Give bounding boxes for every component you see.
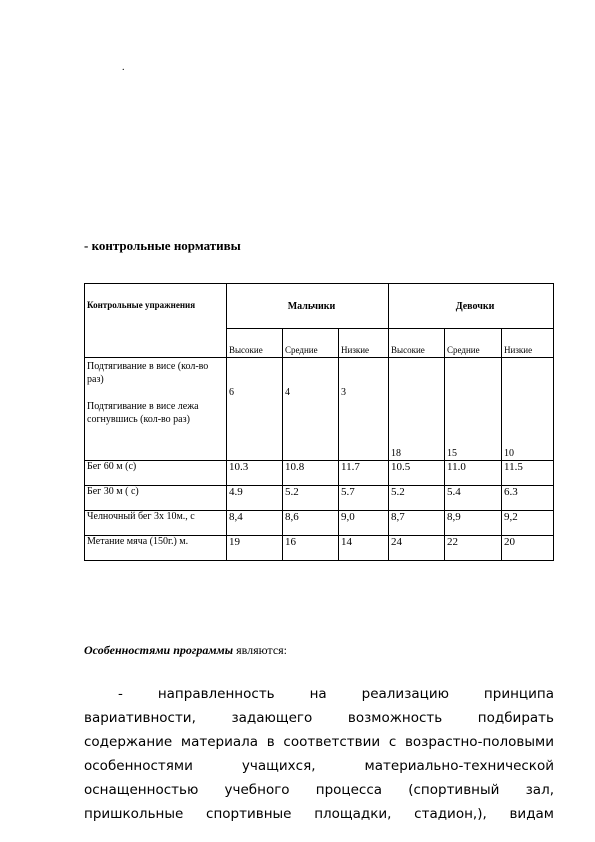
cell: 10.3 — [227, 461, 283, 486]
cell: 10.8 — [283, 461, 339, 486]
cell: 8,4 — [227, 511, 283, 536]
cell: 11.7 — [339, 461, 389, 486]
paragraph-line: пришкольные спортивные площадки, стадион,), видам — [84, 806, 554, 822]
pullups-label-1: Подтягивание в висе (кол-во раз) — [87, 361, 209, 385]
table-row — [85, 486, 554, 511]
features-title — [84, 643, 287, 658]
row-label: Челночный бег 3х 10м., с — [85, 511, 227, 536]
paragraph-line: содержание материала в соответствии с возрастно-половыми — [84, 734, 554, 750]
row-label: Бег 30 м ( с) — [85, 486, 227, 511]
cell: 19 — [227, 536, 283, 561]
features-title-rest: являются: — [233, 643, 288, 657]
cell: 10.5 — [389, 461, 445, 486]
cell: 6.3 — [502, 486, 554, 511]
cell: 15 — [445, 358, 502, 461]
features-title-italic: Особенностями программы — [84, 643, 234, 657]
header-girls: Девочки — [389, 284, 554, 329]
header-boys: Мальчики — [227, 284, 389, 329]
cell: 24 — [389, 536, 445, 561]
cell: 18 — [389, 358, 445, 461]
level-girls-mid: Средние — [445, 329, 502, 358]
cell: 4 — [283, 358, 339, 461]
row-label: Бег 60 м (с) — [85, 461, 227, 486]
cell: 8,9 — [445, 511, 502, 536]
cell: 8,6 — [283, 511, 339, 536]
pullups-label — [85, 358, 227, 461]
cell: 5.4 — [445, 486, 502, 511]
cell: 5.2 — [389, 486, 445, 511]
cell: 6 — [227, 358, 283, 461]
pullups-label-2: Подтягивание в висе лежа согнувшись (кол-во раз) — [87, 401, 199, 425]
level-boys-high: Высокие — [227, 329, 283, 358]
table-row — [85, 461, 554, 486]
section-heading: - контрольные нормативы — [84, 238, 241, 253]
table-row — [85, 511, 554, 536]
cell: 9,2 — [502, 511, 554, 536]
paragraph-line: особенностями учащихся, материально-технической — [84, 758, 554, 774]
norms-table — [84, 283, 554, 561]
cell: 9,0 — [339, 511, 389, 536]
cell: 11.0 — [445, 461, 502, 486]
level-boys-low: Низкие — [339, 329, 389, 358]
header-exercises: Контрольные упражнения — [85, 284, 227, 358]
cell: 5.7 — [339, 486, 389, 511]
cell: 20 — [502, 536, 554, 561]
level-boys-mid: Средние — [283, 329, 339, 358]
cell: 4.9 — [227, 486, 283, 511]
table-row-pullups — [85, 358, 554, 461]
cell: 22 — [445, 536, 502, 561]
cell: 11.5 — [502, 461, 554, 486]
table-header-row — [85, 284, 554, 329]
features-paragraph — [84, 682, 554, 826]
stray-dot: . — [122, 62, 125, 73]
row-label: Метание мяча (150г.) м. — [85, 536, 227, 561]
paragraph-line: - направленность на реализацию принципа — [118, 686, 554, 702]
cell: 3 — [339, 358, 389, 461]
paragraph-line: вариативности, задающего возможность подбирать — [84, 710, 554, 726]
cell: 5.2 — [283, 486, 339, 511]
cell: 8,7 — [389, 511, 445, 536]
level-girls-high: Высокие — [389, 329, 445, 358]
level-girls-low: Низкие — [502, 329, 554, 358]
cell: 16 — [283, 536, 339, 561]
paragraph-line: оснащенностью учебного процесса (спортивный зал, — [84, 782, 554, 798]
cell: 14 — [339, 536, 389, 561]
cell: 10 — [502, 358, 554, 461]
table-row — [85, 536, 554, 561]
